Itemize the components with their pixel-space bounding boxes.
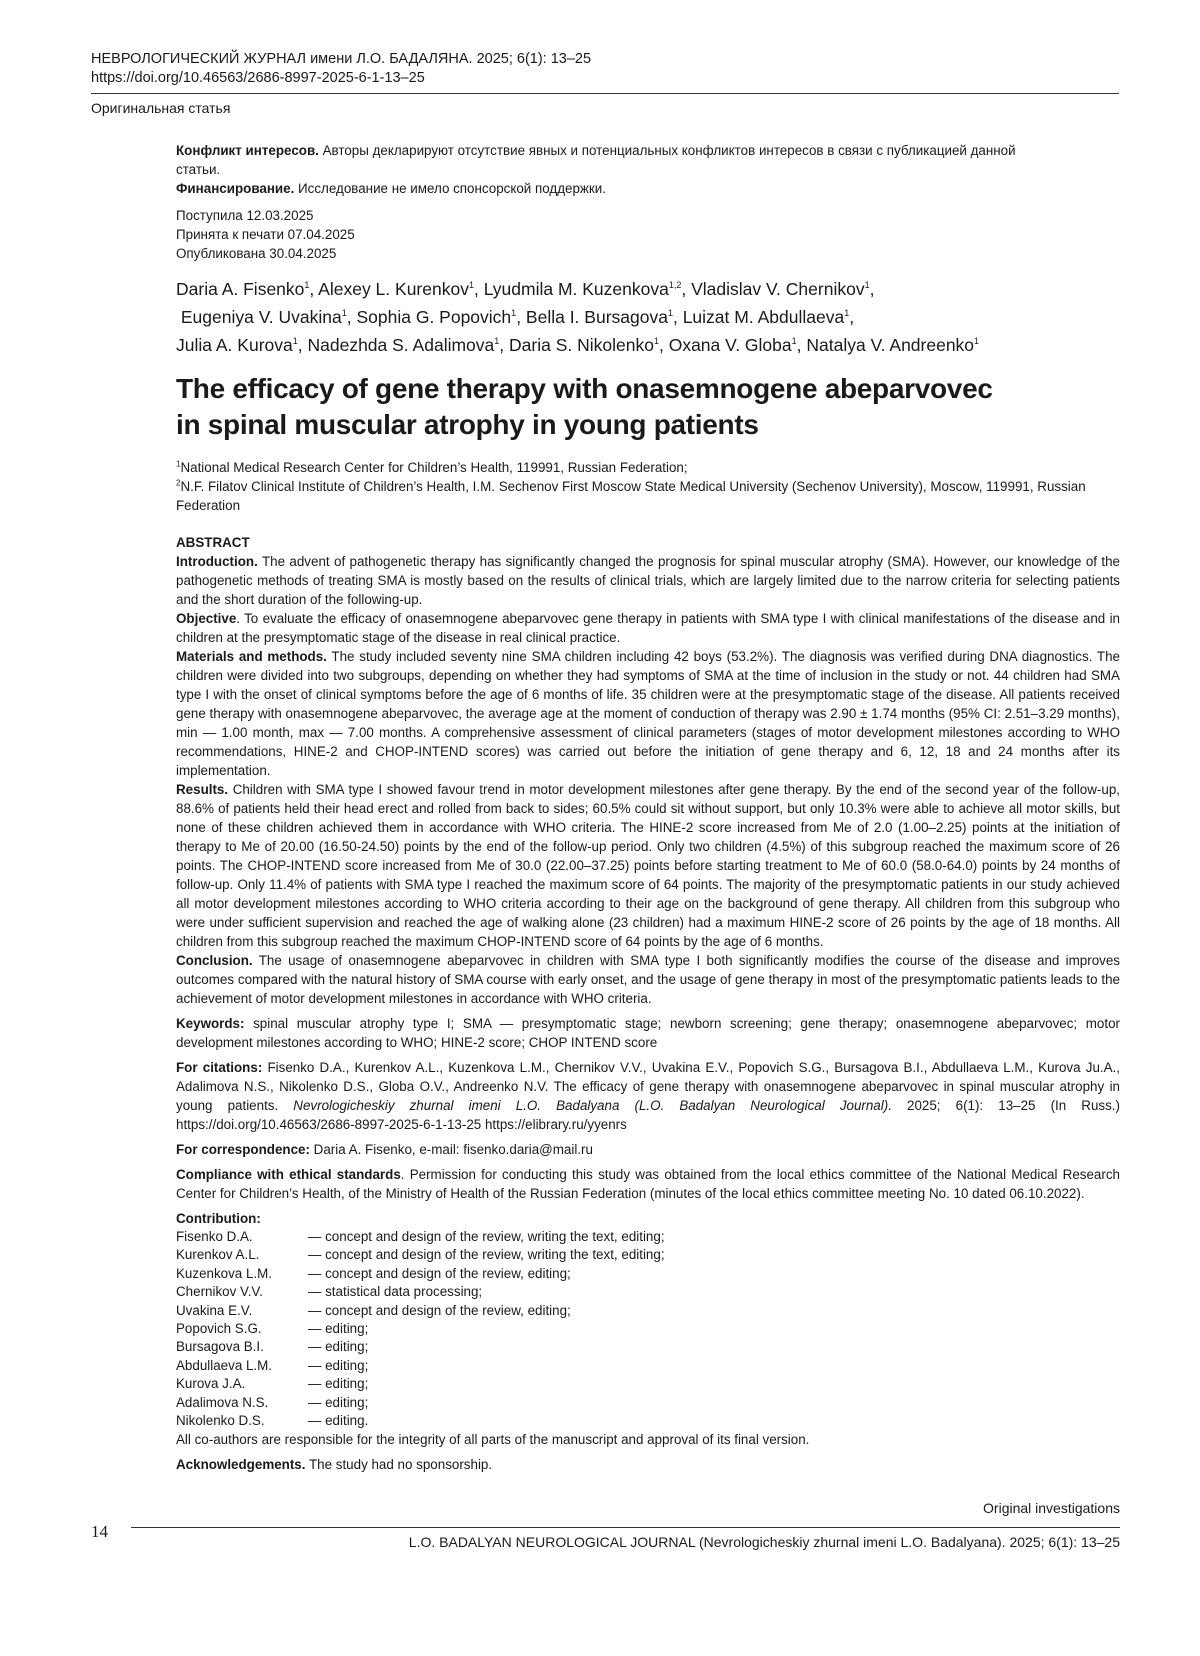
funding-text: Исследование не имело спонсорской поддержки.: [294, 181, 606, 196]
abstract-conclusion: Conclusion. The usage of onasemnogene abeparvovec in children with SMA type I both significantly modifies the course of the disease and improves outcomes compared with the natural history of SMA course with early onset, and the usage of gene therapy in most of the presymptomatic patients leads to the achievement of motor development milestones in accordance with WHO criteria.: [176, 953, 1120, 1006]
contribution-row: Adalimova N.S. — editing;: [176, 1394, 369, 1410]
conflict-label: Конфликт интересов.: [176, 143, 319, 158]
contribution-row: Kuzenkova L.M. — concept and design of the review, editing;: [176, 1265, 571, 1281]
dates-block: [176, 206, 1036, 263]
contribution-row: Popovich S.G. — editing;: [176, 1321, 369, 1337]
section-label: Оригинальная статья: [91, 100, 231, 116]
funding-paragraph: [176, 179, 1036, 198]
author-list: [176, 275, 1120, 359]
received-date: Поступила 12.03.2025: [176, 208, 314, 223]
footer-journal: L.O. BADALYAN NEUROLOGICAL JOURNAL (Nevrologicheskiy zhurnal imeni L.O. Badalyana). 2025; 6(1): 13–25: [408, 1534, 1120, 1550]
author: Eugeniya V. Uvakina$^1$,: [180, 307, 357, 327]
citation-journal: Nevrologicheskiy zhurnal imeni L.O. Badalyana (L.O. Badalyan Neurological Journal).: [293, 1098, 892, 1113]
conflict-paragraph: [176, 141, 1036, 179]
conflict-text: Авторы декларируют отсутствие явных и потенциальных конфликтов интересов в связи с публикацией данной статьи.: [176, 143, 1016, 177]
ru-info-block: [176, 141, 1036, 263]
contribution-row: Uvakina E.V. — concept and design of the review, editing;: [176, 1302, 571, 1318]
author: Daria A. Fisenko$^1$,: [176, 279, 319, 299]
author: Daria S. Nikolenko$^1$,: [509, 335, 669, 355]
author: Luizat M. Abdullaeva$^1$,: [682, 307, 855, 327]
published-date: Опубликована 30.04.2025: [176, 246, 337, 261]
contribution-list: [176, 1228, 1120, 1430]
doi-link[interactable]: https://doi.org/10.46563/2686-8997-2025-6-1-13–25: [91, 70, 425, 86]
abstract-results: Results. Children with SMA type I showed favour trend in motor development milestones after gene therapy. By the end of the second year of the follow-up, 88.6% of patients held their head erect and rolled from back to sides; 60.5% could sit without support, but only 10.3% were able to achieve all motor skills, but none of these children achieved them in accordance with WHO criteria. The HINE-2 score increased from Me of 2.0 (1.00–2.25) points at the initiation of therapy to Me of 20.00 (16.50-24.50) points by the end of the follow-up period. Only two children (4.5%) of this subgroup reached the maximum score of 26 points. The CHOP-INTEND score increased from Me of 30.0 (22.00–37.25) points before starting treatment to Me of 60.0 (58.0-64.0) points by 24 months of follow-up. Only 11.4% of patients with SMA type I reached the maximum score of 64 points. The majority of the presymptomatic patients in our study achieved all motor development milestones according to WHO criteria according to their age on the background of gene therapy. All children from this subgroup who were under sufficient supervision and reached the age of walking alone (23 children) had a maximum HINE-2 score of 26 points by the age of 18 months. All children from this subgroup reached the maximum CHOP-INTEND score of 64 points by the age of 6 months.: [176, 782, 1120, 949]
acknowledgements: Acknowledgements. The study had no sponsorship.: [176, 1457, 493, 1473]
ethics-statement: Compliance with ethical standards. Permission for conducting this study was obtained from the local ethics committee of the National Medical Research Center for Children’s Health, of the Ministry of Health of the Russian Federation (minutes of the local ethics committee meeting No. 10 dated 06.10.2022).: [176, 1167, 1120, 1201]
contribution-note: All co-authors are responsible for the integrity of all parts of the manuscript and approval of its final version.: [176, 1432, 810, 1448]
affiliation: $^1$National Medical Research Center for Children’s Health, 119991, Russian Federation;: [176, 459, 688, 475]
author: Natalya V. Andreenko$^1$: [806, 335, 980, 355]
page-number: 14: [91, 1522, 108, 1541]
article-title: [176, 371, 1120, 443]
article-content: [176, 141, 1120, 1474]
abstract-objective: Objective. To evaluate the efficacy of onasemnogene abeparvovec gene therapy in patients with SMA type I with clinical manifestations of the disease and in children at the presymptomatic stage of the disease in real clinical practice.: [176, 611, 1120, 645]
author: Julia A. Kurova$^1$,: [176, 335, 308, 355]
abstract: [176, 533, 1120, 1008]
contribution-block: [176, 1209, 1120, 1449]
contribution-row: Kurenkov A.L. — concept and design of the review, writing the text, editing;: [176, 1247, 665, 1263]
author: Alexey L. Kurenkov$^1$,: [318, 279, 484, 299]
contribution-row: Kurova J.A. — editing;: [176, 1376, 369, 1392]
keywords: Keywords: spinal muscular atrophy type I; SMA — presymptomatic stage; newborn screening; gene therapy; onasemnogene abeparvovec; motor development milestones according to WHO; HINE-2 score; CHOP INTEND score: [176, 1016, 1120, 1050]
abstract-introduction: Introduction. The advent of pathogenetic therapy has significantly changed the prognosis for spinal muscular atrophy (SMA). However, our knowledge of the pathogenetic methods of treating SMA is mostly based on the results of clinical trials, which are largely limited due to the narrow criteria for selecting patients and the short duration of the following-up.: [176, 554, 1120, 607]
accepted-date: Принята к печати 07.04.2025: [176, 227, 355, 242]
contribution-label: Contribution:: [176, 1211, 261, 1226]
journal-line: НЕВРОЛОГИЧЕСКИЙ ЖУРНАЛ имени Л.О. БАДАЛЯНА. 2025; 6(1): 13–25: [91, 51, 592, 67]
author: Sophia G. Popovich$^1$,: [356, 307, 526, 327]
contribution-row: Fisenko D.A. — concept and design of the review, writing the text, editing;: [176, 1229, 665, 1244]
running-head: [91, 50, 1119, 116]
page-footer: [0, 1500, 1200, 1580]
abstract-methods: Materials and methods. The study included seventy nine SMA children including 42 boys (53.2%). The diagnosis was verified during DNA diagnostics. The children were divided into two subgroups, depending on whether they had symptoms of SMA at the time of inclusion in the study or not. 44 children had SMA type I with the onset of clinical symptoms before the age of 6 months of life. 35 children were at the presymptomatic stage of the disease. All patients received gene therapy with onasemnogene abeparvovec, the average age at the moment of conduction of therapy was 2.90 ± 1.74 months (95% CI: 2.51–3.29 months), min — 1.00 month, max — 7.00 months. A comprehensive assessment of clinical parameters (stages of motor development milestones according to WHO recommendations, HINE-2 and CHOP-INTEND scores) was carried out before the initiation of gene therapy and 6, 12, 18 and 24 months after its implementation.: [176, 649, 1121, 778]
author: Bella I. Bursagova$^1$,: [525, 307, 683, 327]
funding-label: Финансирование.: [176, 181, 295, 196]
footer-section: Original investigations: [983, 1500, 1120, 1516]
contribution-row: Chernikov V.V. — statistical data processing;: [176, 1284, 483, 1300]
abstract-heading: ABSTRACT: [176, 535, 250, 550]
contribution-row: Abdullaeva L.M. — editing;: [176, 1357, 369, 1373]
author: Lyudmila M. Kuzenkova$^{1,2}$,: [483, 279, 692, 299]
contribution-row: Nikolenko D.S. — editing.: [176, 1413, 369, 1429]
author: Oxana V. Globa$^1$,: [668, 335, 807, 355]
header-rule: [91, 93, 1119, 94]
footer-rule: [131, 1527, 1120, 1528]
citation: For citations: Fisenko D.A., Kurenkov A.L., Kuzenkova L.M., Chernikov V.V., Uvakina E.V., Popovich S.G., Bursagova B.I., Abdullaeva L.M., Kurova Ju.A., Adalimova N.S., Nikolenko D.S., Globa O.V., Andreenko N.V. The efficacy of gene therapy with onasemnogene abeparvovec in spinal muscular atrophy in young patients. Nevrologicheskiy zhurnal imeni L.O. Badalyana (L.O. Badalyan Neurological Journal). 2025; 6(1): 13–25 (In Russ.) https://doi.org/10.46563/2686-8997-2025-6-1-13-25 https://elibrary.ru/yyenrs: [176, 1060, 1120, 1132]
contribution-row: Bursagova B.I. — editing;: [176, 1339, 369, 1355]
author: Nadezhda S. Adalimova$^1$,: [307, 335, 510, 355]
affiliations: [176, 458, 1120, 515]
author: Vladislav V. Chernikov$^1$,: [691, 279, 875, 299]
title-line: in spinal muscular atrophy in young patients: [176, 409, 759, 440]
affiliation: $^2$N.F. Filatov Clinical Institute of Children’s Health, I.M. Sechenov First Moscow State Medical University (Sechenov University), Moscow, 119991, Russian Federation: [176, 478, 1086, 513]
title-line: The efficacy of gene therapy with onasemnogene abeparvovec: [176, 373, 993, 404]
correspondence: For correspondence: Daria A. Fisenko, e-mail: fisenko.daria@mail.ru: [176, 1142, 593, 1157]
